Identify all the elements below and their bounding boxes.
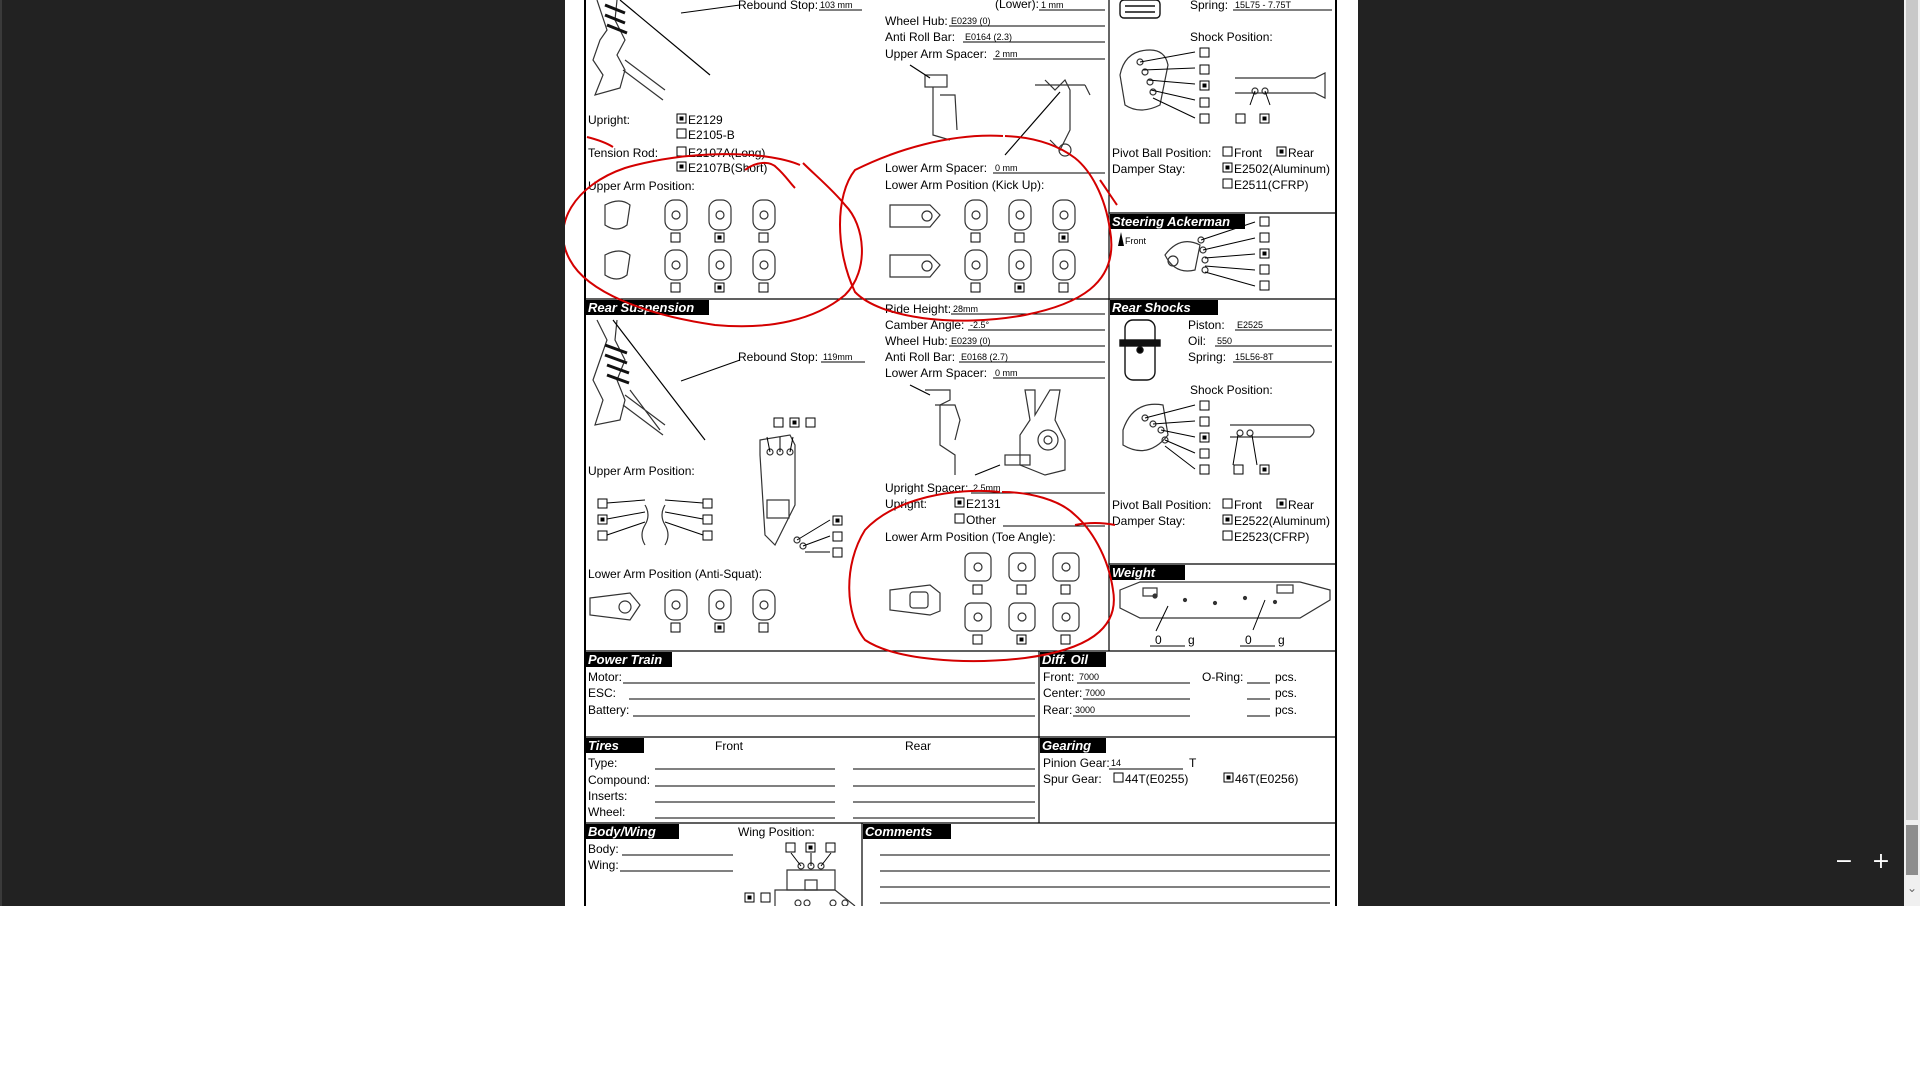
front-lower-arm-checkbox[interactable]	[1015, 233, 1024, 242]
front-lower-arm-grid	[890, 200, 1075, 280]
setup-sheet-page	[565, 0, 1358, 906]
chassis-drawing	[1120, 582, 1330, 631]
spur-gear-option-1: 44T(E0255)	[1125, 772, 1189, 786]
front-lower-arm-checkbox[interactable]	[971, 233, 980, 242]
front-pivot-rear-label: Rear	[1288, 146, 1315, 160]
rear-hub-position-checkbox[interactable]	[833, 548, 842, 557]
front-tension-rod-checkbox-1[interactable]	[677, 147, 686, 156]
rear-hub-position-checkbox[interactable]	[833, 532, 842, 541]
gearing-header: Gearing	[1042, 738, 1092, 753]
rear-upper-mount-checkbox[interactable]	[806, 418, 815, 427]
battery-label: Battery:	[588, 703, 630, 717]
zoom-out-button[interactable]: −	[1834, 849, 1854, 874]
front-damper-option-2: E2511(CFRP)	[1234, 178, 1309, 192]
rear-toe-checkbox[interactable]	[973, 635, 982, 644]
rear-lower-arm-toe-label: Lower Arm Position (Toe Angle):	[885, 530, 1056, 544]
rear-shock-position-checkbox[interactable]	[1200, 417, 1209, 426]
front-tension-rod-option-2: E2107B(Short)	[688, 161, 768, 175]
rear-anti-roll-bar-label: Anti Roll Bar:	[885, 350, 956, 364]
front-upper-arm-checkbox[interactable]	[671, 283, 680, 292]
front-upper-arm-checkbox[interactable]	[759, 283, 768, 292]
power-train-header: Power Train	[588, 652, 663, 667]
front-rebound-stop-value: 103 mm	[820, 0, 853, 10]
rear-piston-label: Piston:	[1188, 318, 1225, 332]
front-shock-position-checkbox[interactable]	[1200, 114, 1209, 123]
diff-front-label: Front:	[1043, 670, 1075, 684]
rear-shock-position-checkbox[interactable]	[1200, 449, 1209, 458]
rear-shock-position-label: Shock Position:	[1190, 383, 1273, 397]
front-upper-arm-spacer-value: 2 mm	[995, 49, 1018, 59]
front-damper-stay-label: Damper Stay:	[1112, 162, 1186, 176]
tires-wheel-label: Wheel:	[588, 805, 626, 819]
rear-upper-arm-checkbox[interactable]	[598, 531, 607, 540]
rear-toe-checkbox[interactable]	[1061, 585, 1070, 594]
weight-left-unit: g	[1188, 633, 1195, 647]
spur-gear-label: Spur Gear:	[1043, 772, 1102, 786]
rear-damper-checkbox-2[interactable]	[1223, 531, 1232, 540]
tires-front-column: Front	[715, 739, 744, 753]
spur-gear-option-2: 46T(E0256)	[1235, 772, 1299, 786]
rear-lower-arm-toe-drawing	[890, 553, 1079, 631]
body-wing-header: Body/Wing	[588, 824, 656, 839]
front-anti-roll-bar-value: E0164 (2.3)	[965, 32, 1013, 42]
rear-toe-checkbox[interactable]	[1061, 635, 1070, 644]
steering-ackerman-checkbox[interactable]	[1260, 217, 1269, 226]
wing-position-label: Wing Position:	[738, 825, 815, 839]
front-damper-checkbox-2[interactable]	[1223, 179, 1232, 188]
rear-ride-height-value: 28mm	[953, 304, 979, 314]
rear-shocks-header: Rear Shocks	[1112, 300, 1191, 315]
diff-rear-value: 3000	[1075, 705, 1096, 715]
tires-inserts-label: Inserts:	[588, 789, 628, 803]
rear-shock-tower-drawing	[1123, 404, 1314, 469]
front-lower-arm-spacer-value: 0 mm	[995, 163, 1018, 173]
rear-spring-value: 15L56-8T	[1235, 352, 1274, 362]
front-upper-arm-position-label: Upper Arm Position:	[588, 179, 695, 193]
pinion-gear-value: 14	[1111, 758, 1122, 768]
oring-center-pcs: pcs.	[1275, 686, 1298, 700]
rear-pivot-front-label: Front	[1234, 498, 1263, 512]
rear-damper-option-1: E2522(Aluminum)	[1234, 514, 1331, 528]
rear-shock-position-checkbox[interactable]	[1200, 465, 1209, 474]
oring-rear-pcs: pcs.	[1275, 703, 1298, 717]
diff-center-label: Center:	[1043, 686, 1083, 700]
rear-oil-value: 550	[1217, 336, 1233, 346]
rear-lower-arm-spacer-label: Lower Arm Spacer:	[885, 366, 988, 380]
rear-upper-arm-links-drawing	[607, 500, 703, 545]
front-wheel-hub-value: E0239 (0)	[951, 16, 991, 26]
tires-header: Tires	[588, 738, 619, 753]
rear-upright-option-2: Other	[966, 513, 997, 527]
rear-pivot-rear-label: Rear	[1288, 498, 1315, 512]
steering-ackerman-checkbox[interactable]	[1260, 233, 1269, 242]
front-shock-tower-drawing	[1120, 50, 1325, 118]
rear-wheel-hub-value: E0239 (0)	[951, 336, 991, 346]
rear-shock-position-checkbox[interactable]	[1200, 401, 1209, 410]
rear-hub-carrier-drawing	[760, 435, 830, 552]
diff-front-value: 7000	[1079, 672, 1100, 682]
rear-anti-roll-bar-value: E0168 (2.7)	[961, 352, 1009, 362]
comments-header: Comments	[865, 824, 933, 839]
rear-upper-arm-checkbox[interactable]	[598, 499, 607, 508]
front-upright-checkbox-2[interactable]	[677, 129, 686, 138]
oring-label: O-Ring:	[1202, 670, 1244, 684]
tires-type-label: Type:	[588, 756, 618, 770]
front-pivot-front-checkbox[interactable]	[1223, 147, 1232, 156]
rear-upright-spacer-label: Upright Spacer:	[885, 481, 969, 495]
rear-shock-drawing	[593, 320, 705, 440]
weight-right-unit: g	[1278, 633, 1285, 647]
front-upper-arm-checkbox[interactable]	[671, 233, 680, 242]
front-upper-arm-grid	[605, 200, 775, 280]
front-upright-label: Upright:	[588, 113, 631, 127]
rear-upper-arm-checkbox[interactable]	[703, 531, 712, 540]
front-tension-rod-label: Tension Rod:	[588, 146, 659, 160]
front-shock-position-label: Shock Position:	[1190, 30, 1273, 44]
oring-front-pcs: pcs.	[1275, 670, 1298, 684]
rear-piston-value: E2525	[1237, 320, 1264, 330]
front-lower-value: 1 mm	[1041, 0, 1064, 10]
front-shock-position-checkbox[interactable]	[1200, 98, 1209, 107]
diff-rear-label: Rear:	[1043, 703, 1073, 717]
weight-left-value: 0	[1155, 633, 1162, 647]
tires-compound-label: Compound:	[588, 773, 651, 787]
steering-front-label: Front	[1125, 236, 1147, 246]
front-shock-position-checkbox[interactable]	[1200, 48, 1209, 57]
rear-camber-label: Camber Angle:	[885, 318, 965, 332]
pinion-gear-unit: T	[1189, 756, 1197, 770]
pinion-gear-label: Pinion Gear:	[1043, 756, 1110, 770]
rear-rebound-stop-value: 119mm	[823, 352, 853, 362]
front-upper-arm-checkbox[interactable]	[759, 233, 768, 242]
rear-lower-arm-spacer-value: 0 mm	[995, 368, 1018, 378]
rear-rebound-stop-label: Rebound Stop:	[738, 350, 819, 364]
front-rebound-stop-label: Rebound Stop:	[738, 0, 819, 12]
diff-center-value: 7000	[1085, 688, 1106, 698]
diff-oil-header: Diff. Oil	[1042, 652, 1088, 667]
rear-shock-body-drawing	[1120, 320, 1160, 380]
rear-upright-drawing	[910, 385, 1065, 475]
rear-wheel-hub-label: Wheel Hub:	[885, 334, 948, 348]
front-spring-label: Spring:	[1190, 0, 1229, 12]
rear-pivot-ball-label: Pivot Ball Position:	[1112, 498, 1212, 512]
rear-upper-mount-checkbox[interactable]	[774, 418, 783, 427]
wing-position-checkbox[interactable]	[786, 843, 795, 852]
setup-sheet-drawing	[565, 0, 1358, 906]
rear-toe-checkbox[interactable]	[1017, 585, 1026, 594]
rear-spring-label: Spring:	[1188, 350, 1227, 364]
rear-pivot-front-checkbox[interactable]	[1223, 499, 1232, 508]
front-shock-drawing	[593, 0, 710, 100]
esc-label: ESC:	[588, 686, 617, 700]
rear-antisquat-checkbox[interactable]	[759, 623, 768, 632]
body-label: Body:	[588, 842, 619, 856]
front-upright-option-1: E2129	[688, 113, 723, 127]
rear-toe-checkbox[interactable]	[973, 585, 982, 594]
rear-lower-arm-antisquat-drawing	[590, 590, 775, 620]
front-damper-option-1: E2502(Aluminum)	[1234, 162, 1331, 176]
rear-upright-label: Upright:	[885, 497, 928, 511]
rear-upright-checkbox-2[interactable]	[955, 514, 964, 523]
front-lower-arm-checkbox[interactable]	[971, 283, 980, 292]
rear-upper-arm-checkbox[interactable]	[703, 499, 712, 508]
red-annotation-circles	[565, 136, 1117, 661]
front-pivot-ball-label: Pivot Ball Position:	[1112, 146, 1212, 160]
rear-upright-option-1: E2131	[966, 497, 1001, 511]
scrollbar-track-upper[interactable]	[1906, 0, 1918, 820]
rear-camber-value: -2.5°	[970, 320, 990, 330]
rear-suspension-header: Rear Suspension	[588, 300, 695, 315]
rear-upright-spacer-value: 2.5mm	[973, 483, 1001, 493]
rear-shock-mount-checkbox[interactable]	[1234, 465, 1243, 474]
motor-label: Motor:	[588, 670, 623, 684]
steering-ackerman-checkbox[interactable]	[1260, 281, 1269, 290]
tires-rear-column: Rear	[905, 739, 932, 753]
wing-label: Wing:	[588, 858, 619, 872]
rear-ride-height-label: Ride Height:	[885, 302, 952, 316]
front-shock-position-checkbox[interactable]	[1200, 65, 1209, 74]
viewer-left-edge	[0, 0, 2, 906]
front-lower-arm-position-label: Lower Arm Position (Kick Up):	[885, 178, 1045, 192]
steering-ackerman-checkbox[interactable]	[1260, 265, 1269, 274]
front-tension-rod-option-1: E2107A(Long)	[688, 146, 766, 160]
front-lower-arm-spacer-label: Lower Arm Spacer:	[885, 161, 988, 175]
front-shock-body-drawing	[1120, 0, 1160, 18]
rear-lower-arm-antisquat-label: Lower Arm Position (Anti-Squat):	[588, 567, 763, 581]
rear-upper-arm-position-label: Upper Arm Position:	[588, 464, 695, 478]
scroll-down-arrow-icon[interactable]: ⌄	[1906, 881, 1918, 895]
front-upper-arm-spacer-label: Upper Arm Spacer:	[885, 47, 988, 61]
front-lower-label: (Lower):	[995, 0, 1040, 11]
wing-mount-drawing	[775, 853, 855, 906]
weight-right-value: 0	[1245, 633, 1252, 647]
front-shock-mount-checkbox[interactable]	[1236, 114, 1245, 123]
front-pivot-front-label: Front	[1234, 146, 1263, 160]
wing-position-checkbox[interactable]	[826, 843, 835, 852]
steering-ackerman-header: Steering Ackerman	[1112, 214, 1231, 229]
rear-damper-stay-label: Damper Stay:	[1112, 514, 1186, 528]
zoom-in-button[interactable]: +	[1871, 849, 1891, 874]
wing-angle-checkbox[interactable]	[761, 893, 770, 902]
front-spring-value: 15L75 - 7.75T	[1235, 0, 1292, 10]
front-lower-arm-checkbox[interactable]	[1059, 283, 1068, 292]
front-anti-roll-bar-label: Anti Roll Bar:	[885, 30, 956, 44]
front-upright-option-2: E2105-B	[688, 128, 735, 142]
weight-header: Weight	[1112, 565, 1156, 580]
rear-oil-label: Oil:	[1188, 334, 1206, 348]
vertical-scrollbar[interactable]	[1904, 0, 1920, 906]
front-wheel-hub-label: Wheel Hub:	[885, 14, 948, 28]
scrollbar-thumb[interactable]	[1906, 825, 1918, 875]
steering-front-arrow-icon	[1118, 232, 1124, 246]
steering-ackerman-drawing	[1165, 222, 1255, 286]
spur-gear-checkbox-1[interactable]	[1114, 773, 1123, 782]
rear-upper-arm-checkbox[interactable]	[703, 515, 712, 524]
rear-antisquat-checkbox[interactable]	[671, 623, 680, 632]
rear-damper-option-2: E2523(CFRP)	[1234, 530, 1310, 544]
